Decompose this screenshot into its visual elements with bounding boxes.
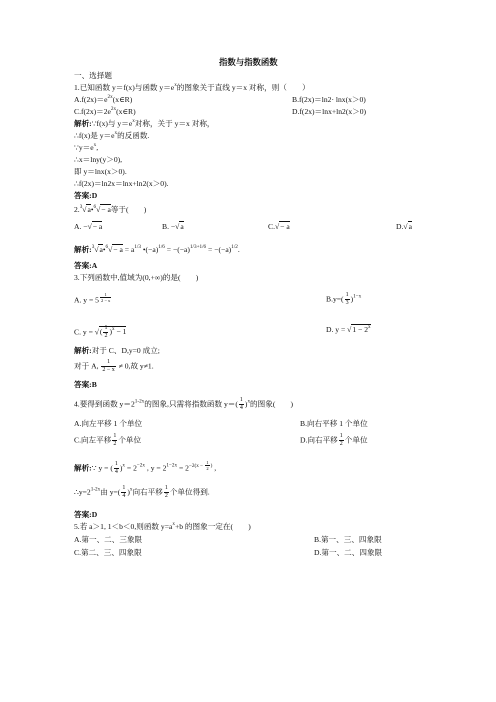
q5-stem: 5.若 a＞1, 1＜b＜0,则函数 $y=a^x+b$ 的图象一定在( ) — [74, 521, 251, 531]
q1-option-b: B.f(2x)＝ln2· lnx(x＞0) — [292, 95, 366, 104]
q1-solution-line6: ∴f(2x)＝ln2x＝lnx+ln2(x＞0). — [74, 179, 169, 188]
q2-option-a: A. −√− a — [74, 222, 103, 231]
q5-option-d: D.第一、二、四象限 — [314, 548, 383, 557]
q1-solution-line1: 解析:∵f(x)与 $y=e^x$对称，关于 y＝x 对称， — [74, 118, 215, 128]
q1-solution-line3: $\because y=e^x$, — [74, 142, 99, 152]
q4-option-d: D.向右平移 $\frac{1}{2}$ 个单位 — [300, 433, 368, 447]
q1-solution-line2: ∴f(x)是 $y=e^x$的反函数. — [74, 130, 150, 140]
q1-option-d: D.f(2x)＝lnx+ln2(x＞0) — [292, 107, 367, 116]
q3-solution-line1: 解析:对于 C、D,y=0 成立; — [74, 346, 160, 355]
q4-solution-line1: 解析:∵ y = ( $\frac{1}{4}$ )$^x = 2^{-2x}$ , $y = 2^{1-2x} = 2^{-2(x - \frac{1}{2} )}$ , — [74, 460, 217, 476]
q4-option-a: A.向左平移 1 个单位 — [74, 419, 143, 428]
q5-option-a: A.第一、二、三象限 — [74, 535, 143, 544]
q2-option-b: B. −√a — [162, 222, 184, 231]
q1-solution-line5: 即 y＝lnx(x＞0). — [74, 167, 127, 176]
q2-option-d: D.√a — [396, 222, 412, 231]
q4-answer: 答案:D — [74, 510, 98, 519]
q1-option-c: $C.f(2x)=2e^{2x}(x\in R)$ — [74, 106, 136, 116]
q1-solution-line4: ∴x＝lny(y＞0), — [74, 155, 123, 164]
q1-answer: 答案:D — [74, 191, 98, 200]
q2-option-c: C.√− a — [268, 222, 290, 231]
q3-answer: 答案:B — [74, 380, 97, 389]
q4-solution-line2: $\therefore y=2^{1-2x}$由 y=( $\frac{1}{4}$ )$^x$向右平移 $\frac{1}{2}$ 个单位得到. — [74, 485, 210, 499]
q1-option-a: $A.f(2x)=e^{2x}(x\in R)$ — [74, 94, 133, 104]
q5-option-c: C.第二、三、四象限 — [74, 548, 142, 557]
q2-stem: 2.$^3$√a•$^6$√− a等于( ) — [74, 204, 147, 214]
section-heading: 一、选择题 — [74, 71, 112, 80]
q3-option-b: B.y=( $\frac{1}{3}$ )$^{1-x}$ — [326, 292, 362, 306]
q3-solution-line2: 对于 A, $\frac{1}{2 - x}$ ≠ 0,故 y≠1. — [74, 359, 154, 373]
q2-solution: 解析:$^3$√a•$^6$√− $a = a^{1/3}$ $•(-a)^{1/6} = -(-a)^{1/3+1/6} = -(-a)^{1/2}$. — [74, 244, 240, 254]
page-title: 指数与指数函数 — [219, 58, 278, 67]
q4-stem: 4.要得到函数 $y=2^{1-2x}$的图象,只需将指数函数 y＝( $\frac{1}{4}$ )$^x$的图象( ) — [74, 397, 294, 411]
q5-option-b: B.第一、三、四象限 — [314, 535, 382, 544]
q3-option-d: D. $y = √1 - 2^x$ — [326, 324, 371, 334]
q4-option-b: B.向右平移 1 个单位 — [300, 419, 368, 428]
q1-stem: 1.已知函数 y＝f(x)与函数 $y=e^x$的图象关于直线 y＝x 对称，则（ ） — [74, 82, 310, 92]
q3-option-a: A. y = 5 $^{\frac{1}{2 - x}}$ — [74, 292, 111, 305]
q3-stem: 3.下列函数中,值域为(0,+∞)的是( ) — [74, 273, 199, 282]
q3-option-c: C. y = √( $\frac{1}{2}$ )$^x$ − 1 — [74, 325, 127, 339]
q4-option-c: C.向左平移 $\frac{1}{2}$ 个单位 — [74, 433, 142, 447]
q2-answer: 答案:A — [74, 261, 98, 270]
